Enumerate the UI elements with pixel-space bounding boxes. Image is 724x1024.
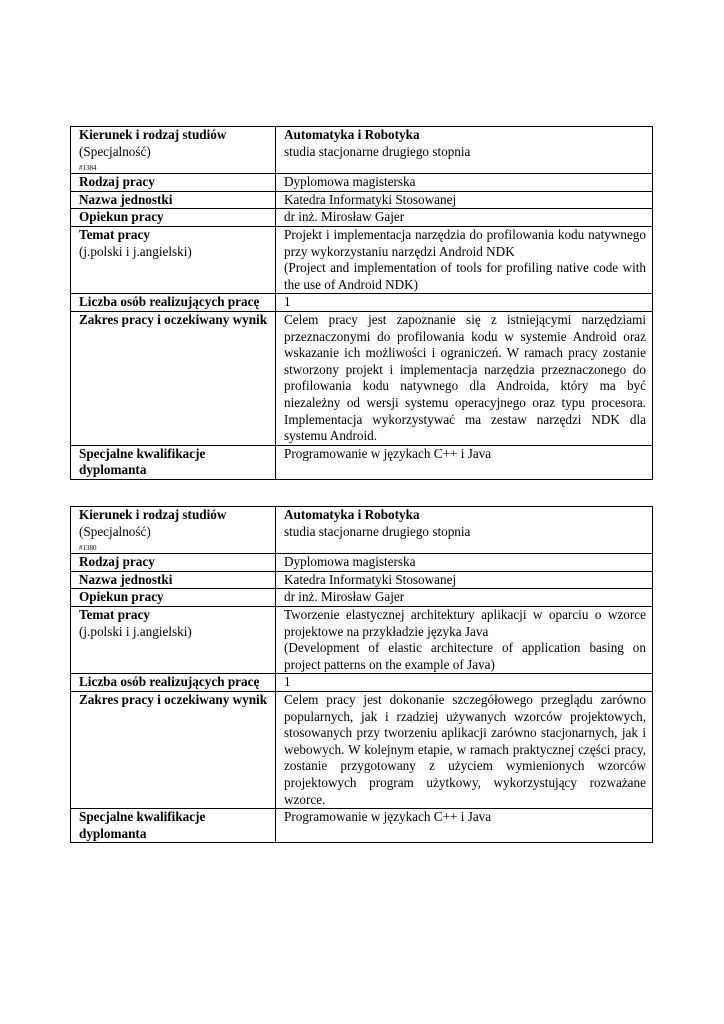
unit-value: Katedra Informatyki Stosowanej (284, 191, 457, 207)
field-of-study-value: Automatyka i Robotyka (284, 507, 420, 522)
field-of-study-value-cell (276, 127, 653, 174)
specialization-label: (Specjalność) (79, 143, 151, 159)
study-type-value: studia stacjonarne drugiego stopnia (284, 523, 471, 539)
row-qualifications (71, 809, 653, 843)
row-scope (71, 311, 653, 445)
row-field-of-study (71, 127, 653, 174)
topic-polish: Projekt i implementacja narzędzia do profilowania kodu natywnego przy wykorzystaniu narzędzi Android NDK (284, 226, 646, 259)
thesis-code: #1384 (79, 164, 97, 173)
row-topic (71, 606, 653, 673)
study-type-value: studia stacjonarne drugiego stopnia (284, 143, 471, 159)
people-count-label: Liczba osób realizujących pracę (79, 674, 260, 690)
row-qualifications (71, 445, 653, 479)
row-field-of-study (71, 507, 653, 554)
unit-value: Katedra Informatyki Stosowanej (284, 571, 457, 587)
row-supervisor (71, 209, 653, 227)
topic-english: (Development of elastic architecture of application basing on project patterns on the example of Java) (284, 640, 646, 672)
row-topic (71, 226, 653, 293)
thesis-card (70, 506, 653, 843)
field-of-study-value: Automatyka i Robotyka (284, 127, 420, 142)
qualifications-value: Programowanie w językach C++ i Java (284, 809, 492, 825)
supervisor-value: dr inż. Mirosław Gajer (284, 209, 405, 225)
topic-language-label: (j.polski i j.angielski) (79, 623, 192, 639)
thesis-type-label: Rodzaj pracy (79, 554, 155, 570)
topic-polish: Tworzenie elastycznej architektury aplikacji w oparciu o wzorce projektowe na przykładzie języka Java (284, 606, 646, 639)
qualifications-label: Specjalne kwalifikacje dyplomanta (79, 445, 206, 478)
supervisor-value: dr inż. Mirosław Gajer (284, 589, 405, 605)
scope-label: Zakres pracy i oczekiwany wynik (79, 691, 268, 707)
row-scope (71, 691, 653, 808)
row-people-count (71, 294, 653, 312)
row-thesis-type (71, 174, 653, 192)
thesis-type-value: Dyplomowa magisterska (284, 554, 416, 570)
row-supervisor (71, 589, 653, 607)
unit-label: Nazwa jednostki (79, 191, 173, 207)
thesis-type-label: Rodzaj pracy (79, 174, 155, 190)
people-count-value: 1 (284, 674, 291, 690)
field-of-study-label: Kierunek i rodzaj studiów (79, 507, 227, 522)
field-of-study-label: Kierunek i rodzaj studiów (79, 127, 227, 142)
topic-language-label: (j.polski i j.angielski) (79, 243, 192, 259)
field-of-study-value-cell (276, 507, 653, 554)
row-thesis-type (71, 554, 653, 572)
row-unit (71, 191, 653, 209)
field-of-study-label-cell (71, 127, 276, 174)
qualifications-value: Programowanie w językach C++ i Java (284, 445, 492, 461)
specialization-label: (Specjalność) (79, 523, 151, 539)
unit-label: Nazwa jednostki (79, 571, 173, 587)
supervisor-label: Opiekun pracy (79, 209, 164, 225)
scope-label: Zakres pracy i oczekiwany wynik (79, 311, 268, 327)
people-count-label: Liczba osób realizujących pracę (79, 294, 260, 310)
thesis-type-value: Dyplomowa magisterska (284, 174, 416, 190)
thesis-code: #1380 (79, 544, 97, 553)
topic-label: Temat pracy (79, 606, 150, 622)
topic-english: (Project and implementation of tools for profiling native code with the use of Android NDK) (284, 260, 646, 292)
topic-label: Temat pracy (79, 226, 150, 242)
people-count-value: 1 (284, 294, 291, 310)
scope-value: Celem pracy jest dokonanie szczegółowego przeglądu zarówno popularnych, jak i rzadziej używanych wzorców projektowych, stosowanych przy tworzeniu aplikacji zarówno stacjonarnych, jak i webowych. W kolejnym etapie, w ramach praktycznej części pracy, zostanie przygotowany z użyciem wymienionych wzorców projektowych program użytkowy, wykorzystujący rozważane wzorce. (284, 691, 646, 807)
supervisor-label: Opiekun pracy (79, 589, 164, 605)
row-people-count (71, 674, 653, 692)
row-unit (71, 571, 653, 589)
qualifications-label: Specjalne kwalifikacje dyplomanta (79, 809, 206, 841)
thesis-card (70, 126, 653, 480)
scope-value: Celem pracy jest zapoznanie się z istniejącymi narzędziami przeznaczonymi do profilowania kodu w systemie Android oraz wskazanie ich możliwości i ograniczeń. W ramach pracy zostanie stworzony projekt i implementacja narzędzia przeznaczonego do profilowania kodu natywnego dla Androida, który ma być niezależny od wersji systemu operacyjnego oraz typu procesora. Implementacja wykorzystywać ma zestaw narzędzi NDK dla systemu Android. (284, 311, 646, 444)
field-of-study-label-cell (71, 507, 276, 554)
